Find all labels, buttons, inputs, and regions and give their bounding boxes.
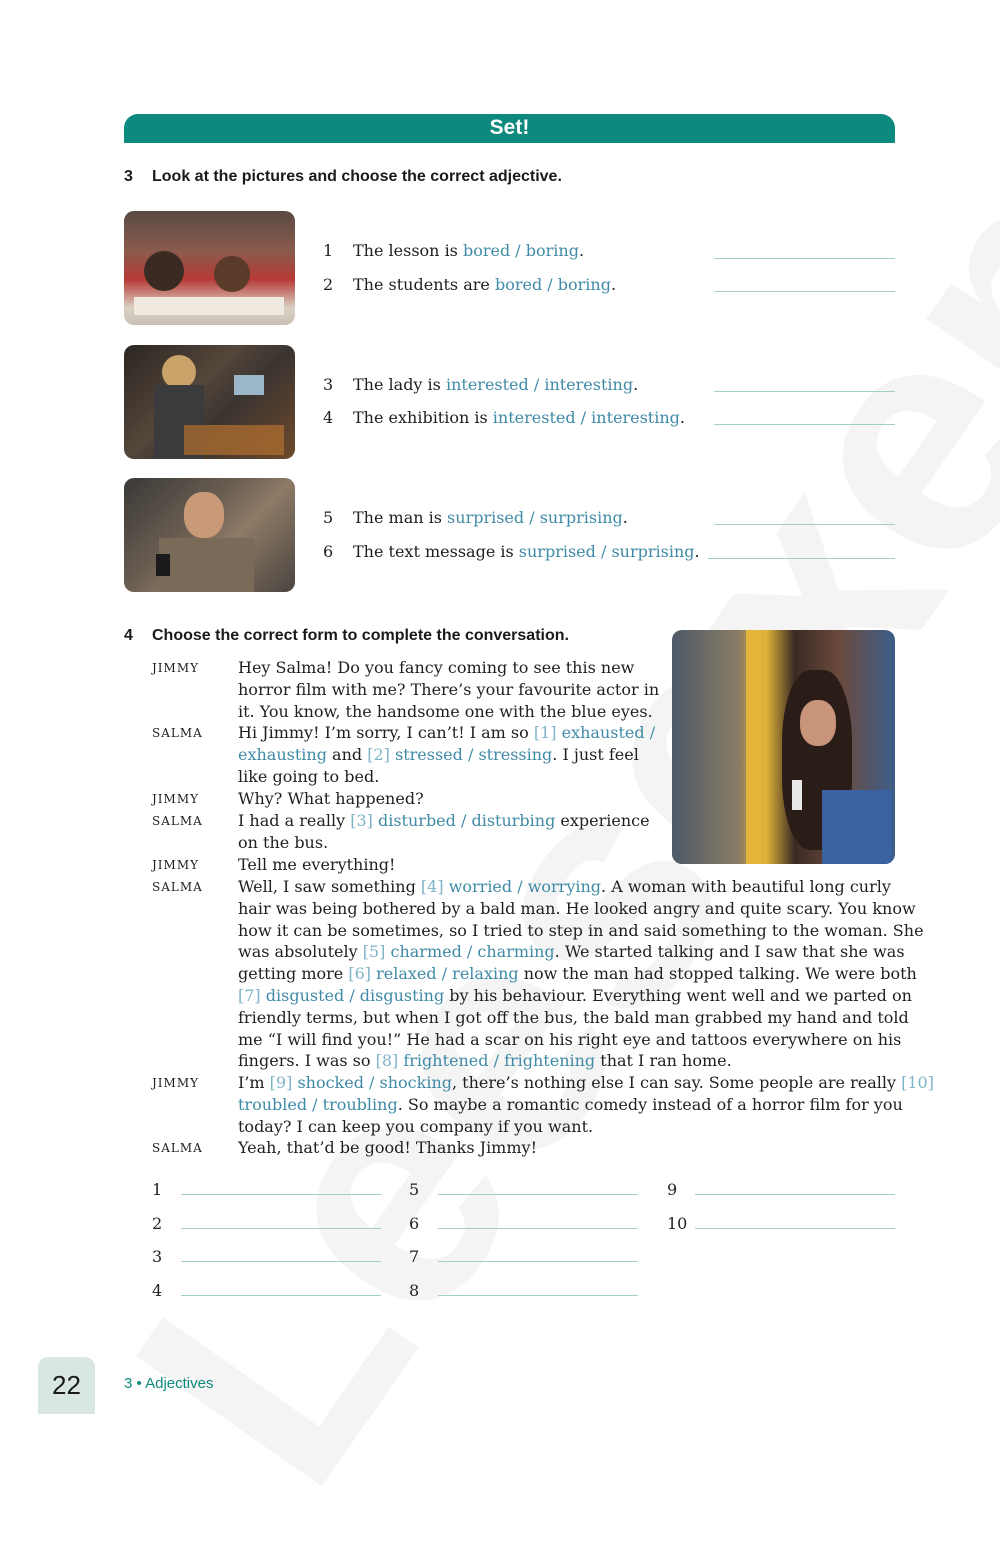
answer-line-ex4-8[interactable] — [438, 1295, 638, 1296]
answer-line-3[interactable] — [714, 391, 895, 392]
answer-line-ex4-3[interactable] — [181, 1261, 381, 1262]
exercise-instruction: Look at the pictures and choose the correct adjective. — [152, 168, 562, 185]
option-text[interactable]: interested / interesting — [492, 408, 680, 427]
exercise-instruction: Choose the correct form to complete the conversation. — [152, 627, 569, 644]
ex3-item-2: 2 The students are bored / boring. — [323, 275, 617, 294]
ex3-item-6: 6 The text message is surprised / surprising. — [323, 542, 700, 561]
option-text[interactable]: surprised / surprising — [518, 542, 695, 561]
speaker-jimmy: JIMMY — [152, 792, 200, 806]
answer-line-ex4-1[interactable] — [181, 1194, 381, 1195]
speaker-jimmy: JIMMY — [152, 858, 200, 872]
gap-option-7[interactable]: disgusted / disgusting — [265, 985, 445, 1005]
gap-option-8[interactable]: frightened / frightening — [403, 1051, 596, 1071]
speaker-salma: SALMA — [152, 1141, 203, 1155]
answer-line-4[interactable] — [714, 424, 895, 425]
gap-option-10[interactable]: troubled / troubling — [238, 1094, 398, 1114]
ex3-item-4: 4 The exhibition is interested / interesting. — [323, 408, 685, 427]
answer-line-2[interactable] — [714, 291, 895, 292]
gap-option-1[interactable]: exhausted / — [561, 723, 656, 742]
option-text[interactable]: bored / boring — [462, 241, 579, 260]
conversation-line: I had a really [3] disturbed / disturbing experience on the bus. — [238, 811, 650, 852]
answer-line-ex4-7[interactable] — [438, 1261, 638, 1262]
answer-line-1[interactable] — [714, 258, 895, 259]
answer-line-6[interactable] — [708, 558, 895, 559]
answer-line-ex4-4[interactable] — [181, 1295, 381, 1296]
speaker-jimmy: JIMMY — [152, 1076, 200, 1090]
answer-number: 6 — [409, 1214, 420, 1233]
exercise-number: 3 — [124, 168, 133, 185]
gap-option-4[interactable]: worried / worrying — [448, 877, 602, 896]
gap-option-9[interactable]: shocked / shocking — [297, 1073, 452, 1092]
answer-line-ex4-10[interactable] — [695, 1228, 895, 1229]
photo-woman-on-bus — [672, 630, 895, 864]
chapter-title: 3 • Adjectives — [124, 1375, 214, 1392]
conversation-line: Tell me everything! — [238, 855, 396, 874]
speaker-salma: SALMA — [152, 814, 203, 828]
photo-surprised-man — [124, 478, 295, 592]
speaker-salma: SALMA — [152, 880, 203, 894]
option-text[interactable]: interested / interesting — [445, 375, 634, 394]
option-text[interactable]: bored / boring — [494, 275, 611, 294]
answer-number: 7 — [409, 1247, 420, 1266]
answer-line-5[interactable] — [714, 524, 895, 525]
answer-line-ex4-9[interactable] — [695, 1194, 895, 1195]
photo-lady-exhibition — [124, 345, 295, 459]
gap-option-3[interactable]: disturbed / disturbing — [377, 811, 556, 830]
answer-number: 8 — [409, 1281, 420, 1300]
speaker-jimmy: JIMMY — [152, 661, 200, 675]
gap-option-1[interactable]: exhausting — [238, 744, 327, 764]
option-text[interactable]: surprised / surprising — [447, 508, 623, 527]
answer-number: 10 — [667, 1214, 688, 1233]
gap-option-2[interactable]: stressed / stressing — [394, 744, 553, 764]
conversation-line: I’m [9] shocked / shocking, there’s nothing else I can say. Some people are really [10] troubled / troubling. So maybe a romantic comedy instead of a horror film for you today? I can keep you company if you want. — [238, 1073, 934, 1136]
gap-option-5[interactable]: charmed / charming — [390, 942, 555, 962]
conversation-line: Why? What happened? — [238, 789, 424, 808]
answer-line-ex4-6[interactable] — [438, 1228, 638, 1229]
answer-number: 4 — [152, 1281, 163, 1300]
ex3-item-3: 3 The lady is interested / interesting. — [323, 375, 639, 394]
ex3-item-5: 5 The man is surprised / surprising. — [323, 508, 628, 527]
answer-number: 9 — [667, 1180, 678, 1199]
conversation-line: Yeah, that’d be good! Thanks Jimmy! — [238, 1138, 537, 1157]
photo-bored-students — [124, 211, 295, 325]
speaker-salma: SALMA — [152, 726, 203, 740]
conversation-line: Hey Salma! Do you fancy coming to see this new horror film with me? There’s your favourite actor in it. You know, the handsome one with the blue eyes. — [238, 658, 660, 721]
answer-number: 2 — [152, 1214, 163, 1233]
answer-line-ex4-5[interactable] — [438, 1194, 638, 1195]
conversation-line: Hi Jimmy! I’m sorry, I can’t! I am so [1] exhausted / exhausting and [2] stressed / stressing. I just feel like going to bed. — [238, 723, 656, 786]
answer-number: 1 — [152, 1180, 163, 1199]
gap-option-6[interactable]: relaxed / relaxing — [376, 964, 519, 984]
answer-number: 3 — [152, 1247, 163, 1266]
answer-number: 5 — [409, 1180, 420, 1199]
exercise-4-heading — [124, 627, 569, 645]
conversation-line: Well, I saw something [4] worried / worrying. A woman with beautiful long curly hair was being bothered by a bald man. He looked angry and quite scary. You know how it can be sometimes, so I tried to step in and said something to the woman. She was absolutely [5] charmed / charming. We started talking and I saw that she was getting more [6] relaxed / relaxing now the man had stopped talking. We were both [7] disgusted / disgusting by his behaviour. Everything went well and we parted on friendly terms, but when I got off the bus, the bald man grabbed my hand and told me “I will find you!” He had a scar on his right eye and tattoos everywhere on his fingers. I was so [8] frightened / frightening that I ran home. — [238, 877, 924, 1071]
exercise-number: 4 — [124, 627, 133, 644]
ex3-item-1: 1 The lesson is bored / boring. — [323, 241, 585, 260]
set-banner: Set! — [124, 114, 895, 143]
answer-line-ex4-2[interactable] — [181, 1228, 381, 1229]
exercise-3-heading — [124, 168, 562, 186]
page-number: 22 — [38, 1357, 95, 1414]
